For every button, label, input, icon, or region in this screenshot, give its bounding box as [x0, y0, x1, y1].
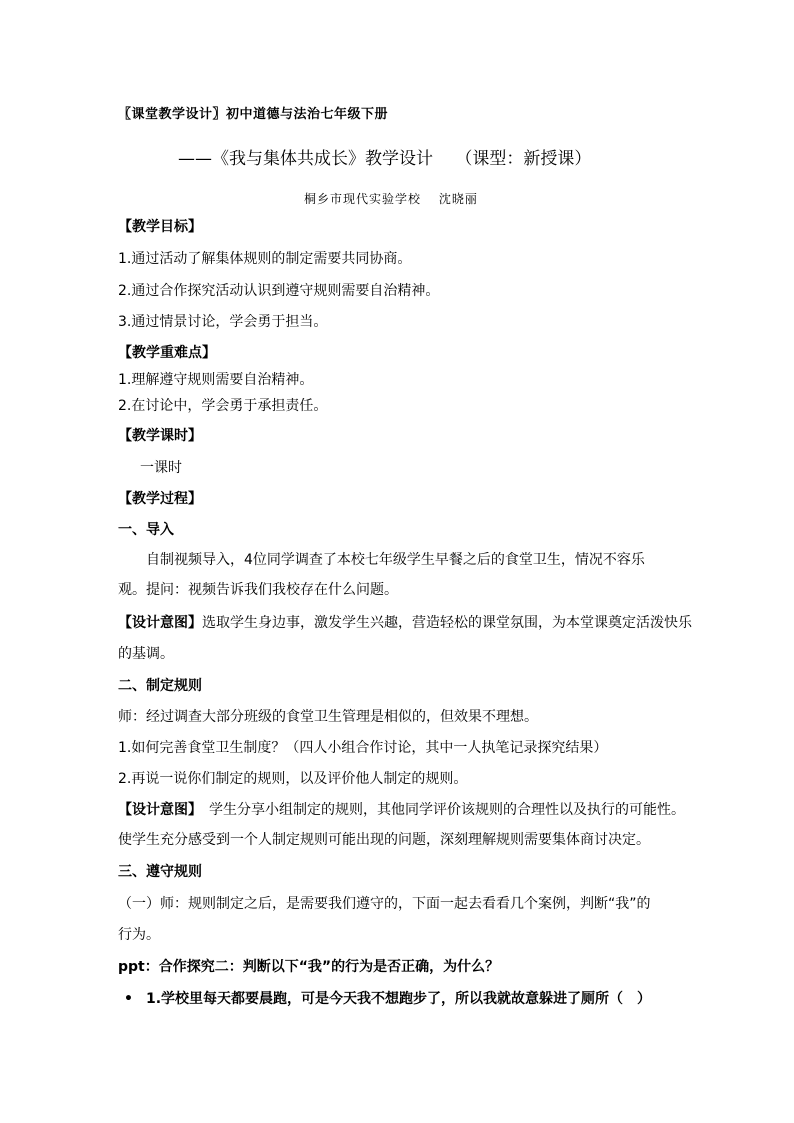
design-intent-label: 【设计意图】	[118, 615, 202, 631]
document-title: ——《我与集体共成长》教学设计 （课型：新授课）	[178, 149, 592, 169]
rules-question: 2.再说一说你们制定的规则，以及评价他人制定的规则。	[118, 771, 468, 787]
hours-value: 一课时	[140, 460, 182, 476]
rules-design-intent-cont: 使学生充分感受到一个人制定规则可能出现的问题，深刻理解规则需要集体商讨决定。	[118, 832, 650, 848]
intro-paragraph: 自制视频导入，4位同学调查了本校七年级学生早餐之后的食堂卫生，情况不容乐	[146, 552, 645, 568]
rules-design-intent	[118, 801, 685, 819]
author-line: 桐乡市现代实验学校 沈晓丽	[304, 192, 478, 206]
objective-item: 2.通过合作探究活动认识到遵守规则需要自治精神。	[118, 283, 440, 299]
intro-paragraph: 观。提问：视频告诉我们我校存在什么问题。	[118, 582, 398, 598]
obey-teacher-line: （一）师：规则制定之后，是需要我们遵守的，下面一起去看看几个案例，判断“我”的	[118, 896, 651, 912]
case-item: 1.学校里每天都要晨跑，可是今天我不想跑步了，所以我就故意躲进了厕所（ ）	[146, 991, 652, 1007]
rules-heading: 二、制定规则	[118, 678, 202, 694]
rules-question: 1.如何完善食堂卫生制度？（四人小组合作讨论，其中一人执笔记录探究结果）	[118, 740, 608, 756]
design-intent-text: 学生分享小组制定的规则，其他同学评价该规则的合理性以及执行的可能性。	[195, 802, 685, 818]
process-heading: 【教学过程】	[118, 491, 202, 507]
obey-teacher-line-cont: 行为。	[118, 927, 160, 943]
rules-teacher-line: 师：经过调查大部分班级的食堂卫生管理是相似的，但效果不理想。	[118, 709, 538, 725]
intro-design-intent-cont: 的基调。	[118, 646, 174, 662]
objectives-heading: 【教学目标】	[118, 219, 202, 235]
key-point-item: 1.理解遵守规则需要自治精神。	[118, 372, 314, 388]
intro-design-intent	[118, 614, 692, 632]
obey-heading: 三、遵守规则	[118, 864, 202, 880]
key-points-heading: 【教学重难点】	[118, 345, 216, 361]
document-header: 〖课堂教学设计〗初中道德与法治七年级下册	[118, 107, 389, 122]
objective-item: 1.通过活动了解集体规则的制定需要共同协商。	[118, 251, 412, 267]
key-point-item: 2.在讨论中，学会勇于承担责任。	[118, 398, 328, 414]
case-bullet: •	[124, 991, 133, 1007]
hours-heading: 【教学课时】	[118, 428, 202, 444]
intro-heading: 一、导入	[118, 522, 174, 538]
objective-item: 3.通过情景讨论，学会勇于担当。	[118, 314, 328, 330]
design-intent-text: 选取学生身边事，激发学生兴趣，营造轻松的课堂氛围，为本堂课奠定活泼快乐	[202, 615, 692, 631]
ppt-inquiry-line: ppt：合作探究二：判断以下“我”的行为是否正确，为什么？	[118, 959, 500, 975]
design-intent-label: 【设计意图】	[118, 802, 195, 818]
